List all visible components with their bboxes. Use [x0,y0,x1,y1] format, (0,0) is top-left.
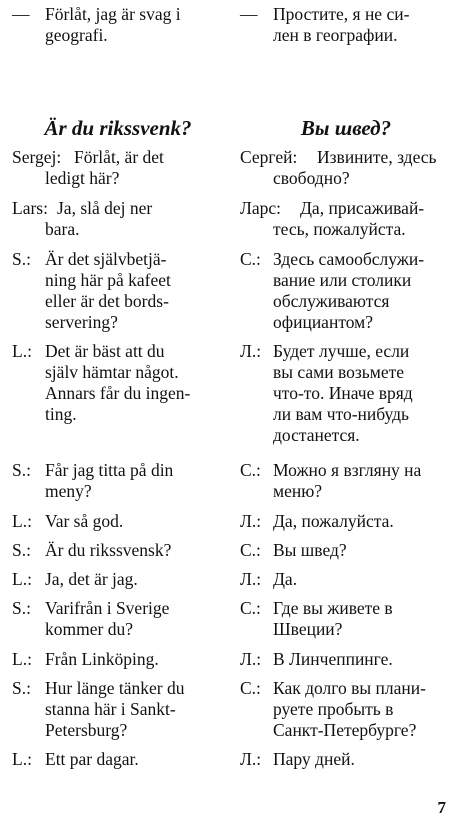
dialogue-entry-sv [12,341,224,425]
speaker-label: Л.: [240,341,262,361]
intro-sv-line: Förlåt, jag är svag i [45,4,181,24]
utterance-line: Извините, здесь [317,147,437,167]
speaker-label: Л.: [240,511,262,531]
section-heading-sv: Är du rikssvenk? [44,116,192,140]
intro-ru-line: лен в географии. [273,25,398,45]
utterance [45,598,224,640]
utterance-line: обслуживаются [273,291,390,311]
utterance [273,198,452,240]
utterance-line: själv hämtar något. [45,362,179,382]
speaker-label: S.: [12,540,31,560]
utterance-line: Да, присаживай- [300,198,425,218]
dialogue-entry-sv [12,540,224,561]
speaker-label: S.: [12,249,31,269]
utterance-line: вание или столики [273,270,412,290]
utterance-line: руете пробыть в [273,699,394,719]
dialogue-entry-ru [240,749,452,770]
speaker-label: S.: [12,678,31,698]
utterance-line: Где вы живете в [273,598,393,618]
utterance-line: Будет лучше, если [273,341,410,361]
dialogue-entry-sv [12,511,224,532]
utterance-line: Ett par dagar. [45,749,139,769]
utterance [45,569,224,590]
utterance-line: meny? [45,481,92,501]
speaker-label: С.: [240,249,261,269]
utterance-line: Varifrån i Sverige [45,598,170,618]
intro-sv-row [12,4,224,46]
utterance [273,249,452,333]
dialogue-entry-ru [240,511,452,532]
intro-ru [240,4,452,46]
utterance-line: Как долго вы плани- [273,678,426,698]
utterance-line: Förlåt, är det [74,147,164,167]
utterance-line: Можно я взгляну на [273,460,422,480]
dialogue-entry-ru [240,649,452,670]
utterance-line: ledigt här? [45,168,120,188]
speaker-label: L.: [12,341,32,361]
utterance-line: достанется. [273,425,360,445]
utterance-line: Får jag titta på din [45,460,174,480]
speaker-label: L.: [12,749,32,769]
intro-ru-line: Простите, я не си- [273,4,410,24]
utterance [273,649,452,670]
utterance [45,198,224,240]
speaker-label: S.: [12,460,31,480]
speaker-label: С.: [240,678,261,698]
utterance-line: Да. [273,569,298,589]
utterance-line: Annars får du ingen- [45,383,191,403]
utterance-line: Ja, slå dej ner [57,198,153,218]
dialogue-entry-sv [12,749,224,770]
dialogue-entry-sv [12,649,224,670]
speaker-label: L.: [12,649,32,669]
utterance-line: ли вам что-нибудь [273,404,410,424]
dialogue-entry-sv [12,460,224,502]
speaker-label: S.: [12,598,31,618]
utterance-line: официантом? [273,312,373,332]
utterance-line: Hur länge tänker du [45,678,185,698]
section-heading-ru: Вы швед? [300,116,392,140]
intro-ru-dash: — [240,4,258,24]
dialogue-entry-ru [240,341,452,446]
utterance-line: меню? [273,481,323,501]
utterance [273,598,452,640]
utterance [273,540,452,561]
utterance [45,678,224,741]
speaker-label: С.: [240,460,261,480]
speaker-label: Lars: [12,198,48,218]
speaker-label: L.: [12,569,32,589]
dialogue-entry-ru [240,147,452,189]
speaker-label: Л.: [240,569,262,589]
speaker-label: С.: [240,598,261,618]
utterance-line: что-то. Иначе вряд [273,383,413,403]
dialogue-entry-ru [240,678,452,741]
speaker-label: L.: [12,511,32,531]
page-number: 7 [437,798,446,817]
utterance [45,147,224,189]
dialogue-entry-sv [12,598,224,640]
dialogue-entry-ru [240,460,452,502]
utterance-line: Från Linköping. [45,649,159,669]
dialogue-entry-sv [12,569,224,590]
utterance-line: Det är bäst att du [45,341,165,361]
utterance [45,749,224,770]
utterance-line: Petersburg? [45,720,128,740]
utterance-line: В Линчеппинге. [273,649,393,669]
utterance-line: servering? [45,312,118,332]
speaker-label: Л.: [240,749,262,769]
utterance-line: свободно? [273,168,350,188]
utterance-line: bara. [45,219,80,239]
speaker-label: Сергей: [240,147,298,167]
dialogue-entry-sv [12,147,224,189]
utterance [273,569,452,590]
utterance-line: stanna här i Sankt- [45,699,176,719]
intro-sv-line: geografi. [45,25,108,45]
dialogue-entry-ru [240,598,452,640]
utterance-line: Пару дней. [273,749,355,769]
utterance-line: Здесь самообслужи- [273,249,425,269]
utterance-line: Вы швед? [273,540,347,560]
utterance [273,147,452,189]
speaker-label: Ларс: [240,198,282,218]
dialogue-entry-sv [12,198,224,240]
intro-sv [12,4,224,46]
utterance-line: ning här på kafeet [45,270,171,290]
intro-ru-row [240,4,452,46]
utterance [45,460,224,502]
utterance-line: Ja, det är jag. [45,569,138,589]
utterance [45,341,224,425]
intro-sv-dash: — [12,4,30,24]
utterance [45,540,224,561]
utterance-line: Är det självbetjä- [45,249,167,269]
utterance-line: Швеции? [273,619,343,639]
utterance-line: kommer du? [45,619,133,639]
dialogue-entry-ru [240,249,452,333]
utterance-line: Санкт-Петербурге? [273,720,417,740]
dialogue-entry-ru [240,540,452,561]
utterance-line: Var så god. [45,511,124,531]
utterance [273,341,452,446]
utterance [273,511,452,532]
utterance [273,749,452,770]
utterance [273,678,452,741]
speaker-label: С.: [240,540,261,560]
speaker-label: Sergej: [12,147,62,167]
utterance-line: вы сами возьмете [273,362,405,382]
dialogue-entry-sv [12,249,224,333]
utterance [45,511,224,532]
utterance-line: Är du rikssvensk? [45,540,172,560]
dialogue-entry-sv [12,678,224,741]
utterance-line: eller är det bords- [45,291,169,311]
utterance-line: ting. [45,404,77,424]
utterance-line: тесь, пожалуйста. [273,219,406,239]
dialogue-entry-ru [240,569,452,590]
speaker-label: Л.: [240,649,262,669]
utterance-line: Да, пожалуйста. [273,511,394,531]
utterance [273,460,452,502]
utterance [45,649,224,670]
utterance [45,249,224,333]
dialogue-entry-ru [240,198,452,240]
